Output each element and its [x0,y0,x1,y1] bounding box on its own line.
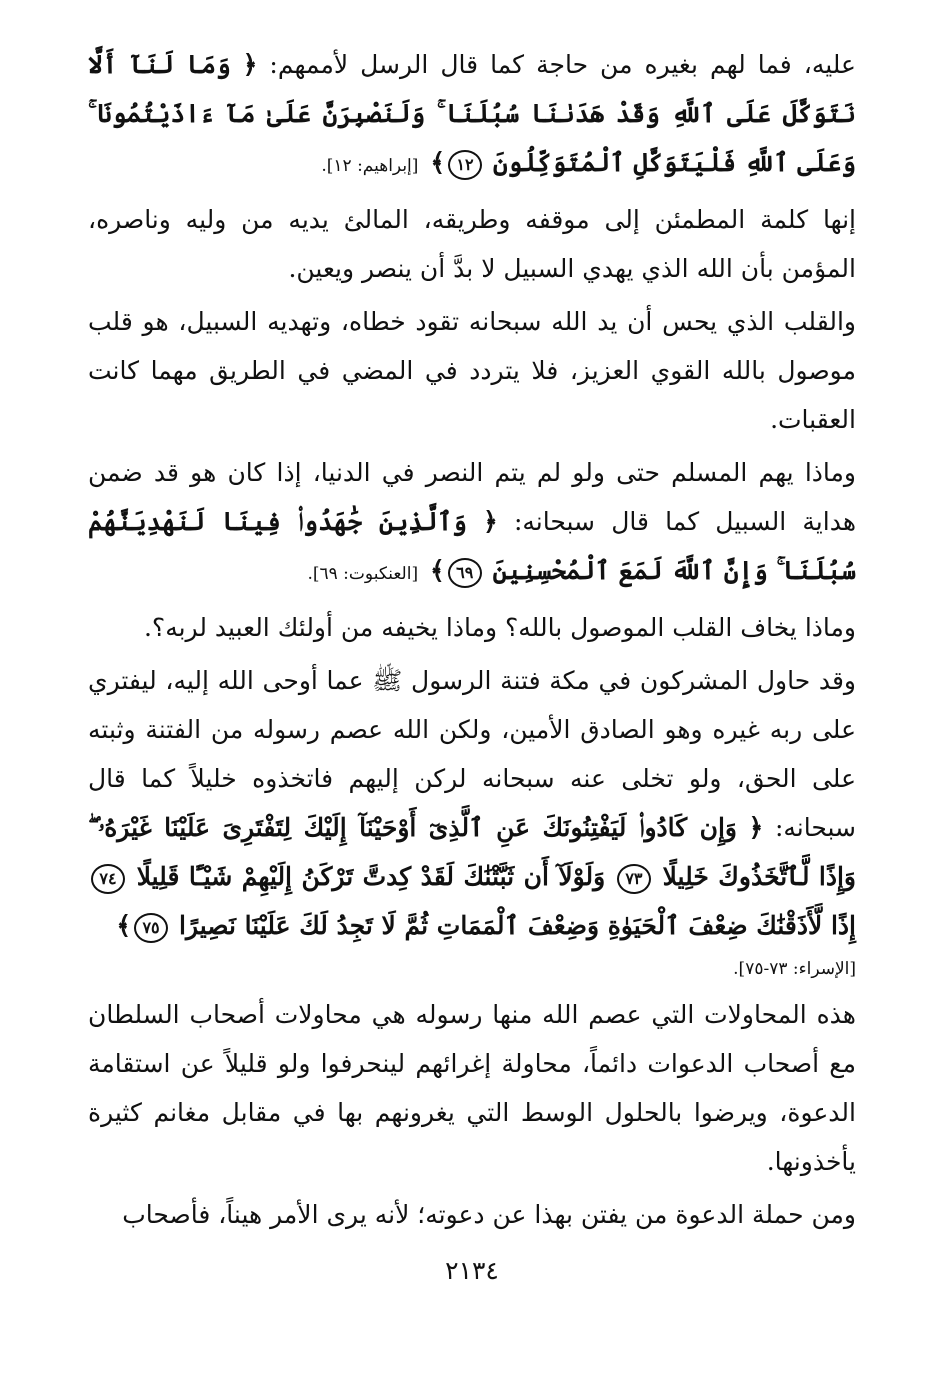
verse-reference: [الإسراء: ٧٣-٧٥]. [733,959,856,979]
page-number: ٢١٣٤ [445,1256,499,1285]
paragraph-7: هذه المحاولات التي عصم الله منها رسوله هي محاولات أصحاب السلطان مع أصحاب الدعوات دائماً، محاولة إغرائهم لينحرفوا ولو قليلاً عن استقامة الدعوة، ويرضوا بالحلول الوسط التي يغرونهم بها في مقابل مغانم كثيرة يأخذونها. [88,1000,856,1176]
quran-close-bracket: ﴾ [430,556,445,585]
paragraph-2: إنها كلمة المطمئن إلى موقفه وطريقه، المالئ يديه من وليه وناصره، المؤمن بأن الله الذي يهدي السبيل لا بدَّ أن ينصر ويعين. [88,205,856,283]
ayah-number-marker: ٧٥ [134,913,168,943]
quran-close-bracket: ﴾ [116,911,132,940]
quran-open-bracket: ﴿ [483,507,498,536]
quran-verse-ibrahim-12: وَمَا لَنَآ أَلَّا نَتَوَكَّلَ عَلَى ٱللَّهِ وَقَدْ هَدَىٰنَا سُبُلَنَا ۚ وَلَنَصْبِرَنَّ عَلَىٰ مَآ ءَاذَيْتُمُونَا ۚ وَعَلَى ٱللَّهِ فَلْيَتَوَكَّلِ ٱلْمُتَوَكِّلُونَ [88,50,856,177]
verse-reference: [العنكبوت: ٦٩]. [307,564,419,584]
paragraph-4 [88,448,856,599]
quran-close-bracket: ﴾ [430,148,446,177]
ayah-number-marker: ٦٩ [448,558,482,588]
paragraph-4-text: وماذا يهم المسلم حتى ولو لم يتم النصر في الدنيا، إذا كان هو قد ضمن هداية السبيل كما قال سبحانه: [88,458,857,536]
quran-verse-isra-74: وَلَوْلَآ أَن ثَبَّتْنَٰكَ لَقَدْ كِدتَّ تَرْكَنُ إِلَيْهِمْ شَيْـًٔا قَلِيلًا [136,862,606,891]
ayah-number-marker: ٧٤ [91,864,125,894]
paragraph-6 [88,656,856,950]
paragraph-3: والقلب الذي يحس أن يد الله سبحانه تقود خطاه، وتهديه السبيل، هو قلب موصول بالله القوي العزيز، فلا يتردد في المضي في الطريق مهما كانت العقبات. [88,307,856,434]
page-body [88,40,856,1243]
paragraph-1 [88,40,856,191]
quran-verse-ankabut-69: وَٱلَّذِينَ جَٰهَدُوا۟ فِينَا لَنَهْدِيَنَّهُمْ سُبُلَنَا ۚ وَإِنَّ ٱللَّهَ لَمَعَ ٱلْمُحْسِنِينَ [88,507,856,585]
paragraph-5: وماذا يخاف القلب الموصول بالله؟ وماذا يخيفه من أولئك العبيد لربه؟. [143,613,856,642]
paragraph-1-text: عليه، فما لهم بغيره من حاجة كما قال الرسل لأممهم: [257,50,856,79]
paragraph-8: ومن حملة الدعوة من يفتن بهذا عن دعوته؛ لأنه يرى الأمر هيناً، فأصحاب [122,1200,856,1229]
quran-open-bracket: ﴿ [748,813,764,842]
quran-open-bracket: ﴿ [242,50,258,79]
quran-verse-isra-73: وَإِن كَادُوا۟ لَيَفْتِنُونَكَ عَنِ ٱلَّذِىٓ أَوْحَيْنَآ إِلَيْكَ لِتَفْتَرِىَ عَلَيْنَا غَيْرَهُۥ ۖ وَإِذًا لَّٱتَّخَذُوكَ خَلِيلًا [88,813,856,891]
paragraph-6-text: وقد حاول المشركون في مكة فتنة الرسول ﷺ عما أوحى الله إليه، ليفتري على ربه غيره وهو الصادق الأمين، ولكن الله عصم رسوله من الفتنة وثبته على الحق، ولو تخلى عنه سبحانه لركن إليهم فاتخذوه خليلاً كما قال سبحانه: [88,666,856,842]
ayah-number-marker: ٧٣ [617,864,651,894]
quran-verse-isra-75: إِذًا لَّأَذَقْنَٰكَ ضِعْفَ ٱلْحَيَوٰةِ وَضِعْفَ ٱلْمَمَاتِ ثُمَّ لَا تَجِدُ لَكَ عَلَيْنَا نَصِيرًا [179,911,856,940]
verse-reference: [إبراهيم: ١٢]. [321,156,419,176]
ayah-number-marker: ١٢ [448,150,482,180]
